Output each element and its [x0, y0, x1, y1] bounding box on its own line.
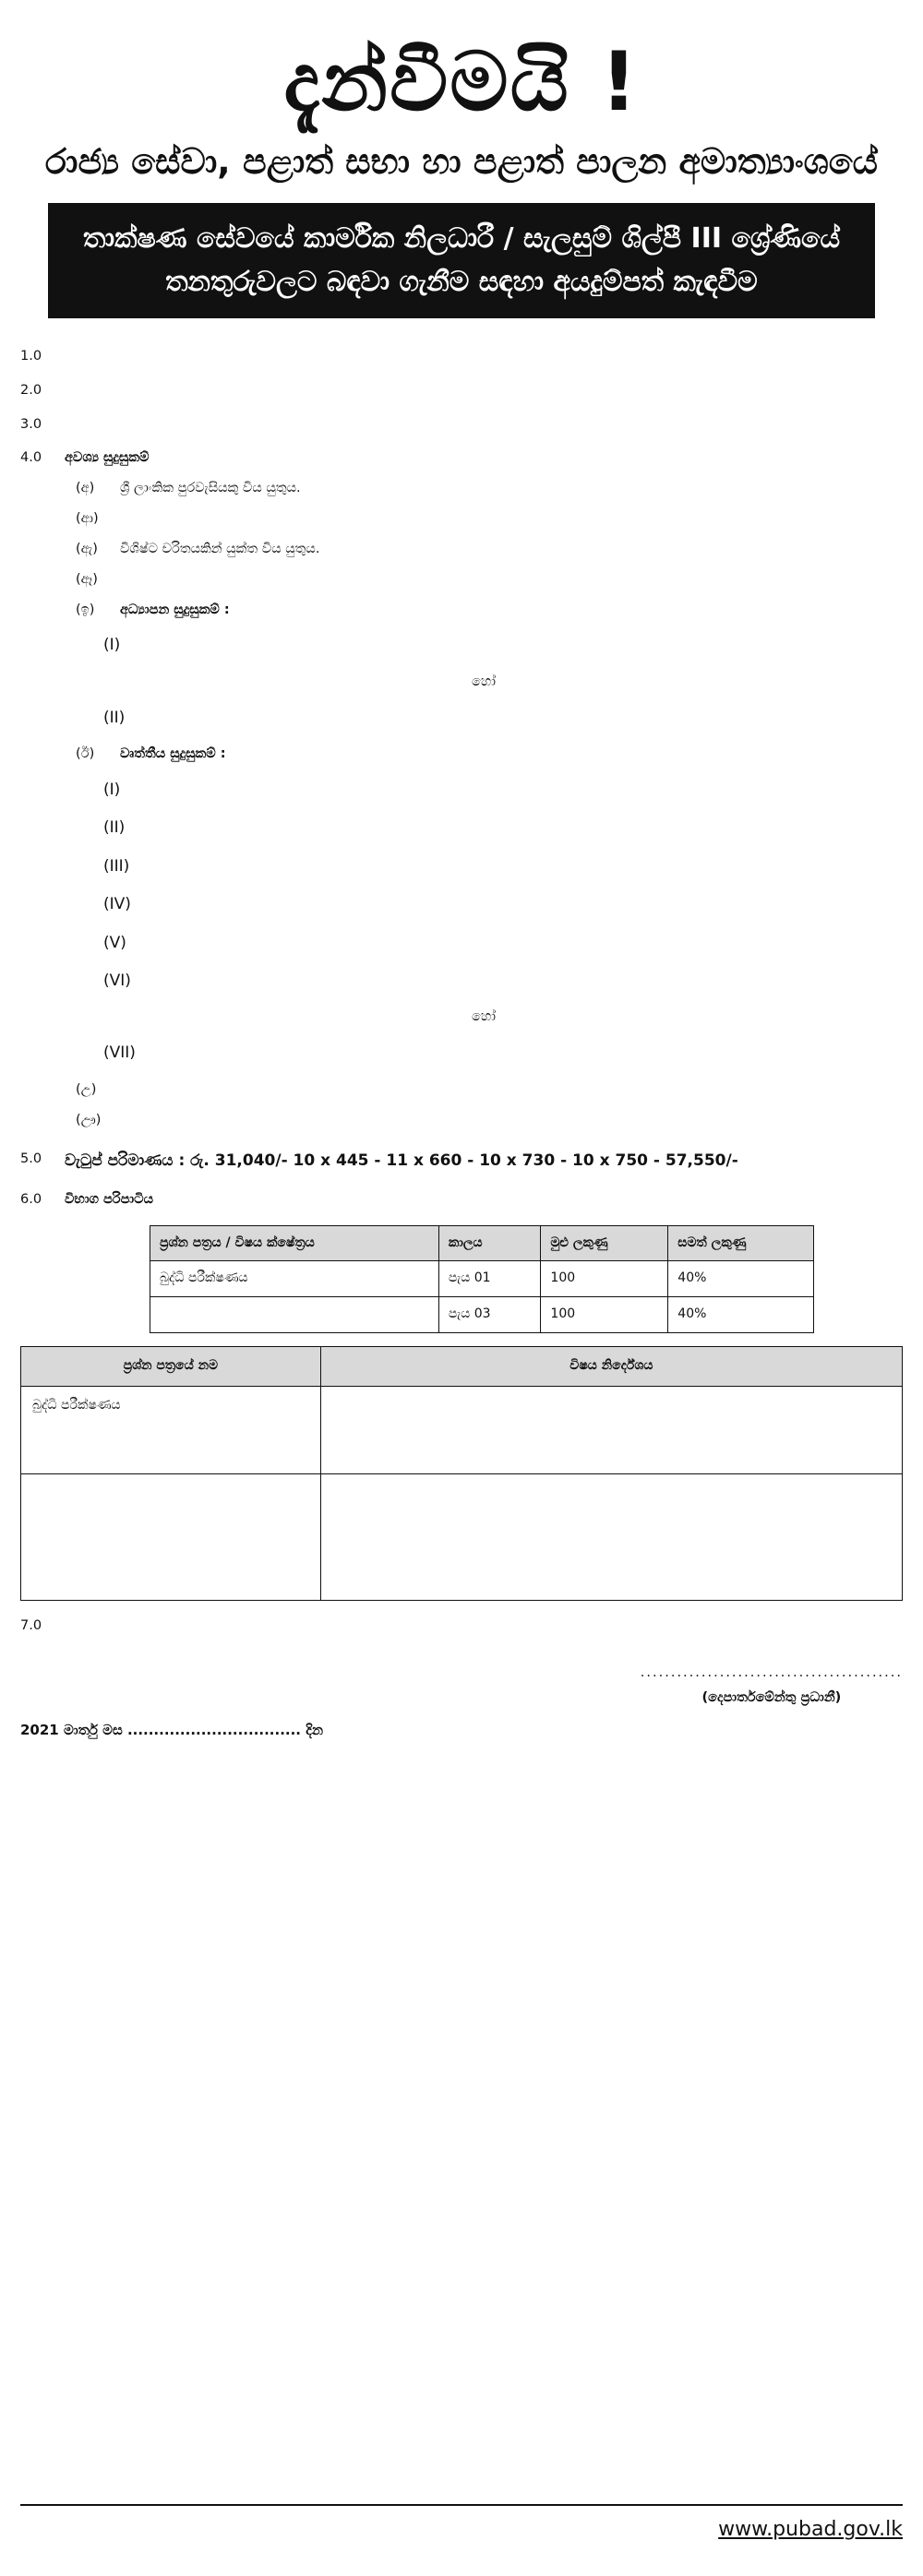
education-option: [65, 631, 903, 660]
item-text: [157, 967, 903, 996]
section-1: [20, 344, 903, 369]
section-number: 5.0: [20, 1151, 42, 1167]
section-4: [20, 446, 903, 1138]
item-text: [120, 507, 903, 531]
professional-option: [65, 776, 903, 805]
professional-option: [65, 1039, 903, 1067]
item-text: ශ්‍රී ලාංකික පුරවැසියකු විය යුතුය.: [120, 481, 301, 496]
section-number: 1.0: [20, 349, 42, 364]
syllabus-table: [20, 1346, 903, 1601]
table-cell: [21, 1474, 321, 1601]
item-text: [157, 704, 903, 733]
table-cell: පැය 03: [438, 1297, 541, 1333]
section-number: 3.0: [20, 416, 42, 432]
item-marker: (IV): [103, 895, 131, 914]
salary-value: රු. 31,040/- 10 x 445 - 11 x 660 - 10 x 730 - 10 x 750 - 57,550/-: [190, 1151, 738, 1171]
table-header-row: [150, 1225, 814, 1261]
item-marker: (II): [103, 708, 126, 727]
qualification-item: [65, 537, 903, 562]
exam-table: [150, 1225, 814, 1334]
table-cell: පැය 01: [438, 1261, 541, 1297]
table-cell: [320, 1474, 902, 1601]
item-marker: (ඌ): [76, 1112, 102, 1127]
table-row: [150, 1261, 814, 1297]
signature-block: [641, 1661, 903, 1711]
ministry-website-link[interactable]: www.pubad.gov.lk: [718, 2518, 903, 2542]
section-number: 6.0: [20, 1191, 42, 1207]
item-marker: (ආ): [76, 511, 99, 527]
table-cell: 40%: [668, 1297, 814, 1333]
item-text: [157, 814, 903, 842]
title-line-1: තාක්ෂණ සේවයේ කාර්මික නිලධාරී / සැලසුම් ශිල්පී III ශ්‍රේණියේ: [82, 222, 841, 255]
column-header: ප්‍රශ්න පත්‍රයේ නම: [21, 1347, 321, 1387]
item-text: [157, 776, 903, 805]
salary-scale: [65, 1147, 903, 1175]
education-option: [65, 704, 903, 733]
item-marker: (අ): [76, 481, 95, 496]
section-heading: අවශ්‍ය සුදුසුකම්: [65, 450, 150, 466]
qualification-item: [65, 1108, 903, 1133]
item-text: [120, 1108, 903, 1133]
qualification-item: [65, 567, 903, 592]
ministry-name: රාජ්‍ය සේවා, පළාත් සභා හා පළාත් පාලන අමාත්‍යාංශයේ: [44, 141, 878, 182]
table-cell: [150, 1297, 439, 1333]
item-marker: (ඈ): [76, 571, 98, 587]
item-heading: වෘත්තීය සුදුසුකම් :: [120, 746, 226, 761]
signature-line: ...........................................: [640, 1664, 903, 1680]
item-text: [120, 1078, 903, 1103]
signature-title: (දෙපාර්තමේන්තු ප්‍රධානී): [701, 1689, 842, 1705]
notice-body: [20, 344, 903, 1743]
section-2: [20, 378, 903, 403]
table-row: [21, 1387, 903, 1474]
item-marker: (VI): [103, 972, 131, 990]
section-text: [65, 378, 903, 403]
or-separator: හෝ: [471, 674, 497, 689]
item-marker: (I): [103, 780, 121, 799]
section-5: [20, 1147, 903, 1177]
or-separator: හෝ: [471, 1009, 497, 1025]
section-number: 2.0: [20, 382, 42, 398]
column-header: සමත් ලකුණු: [668, 1225, 814, 1261]
qualification-item: [65, 476, 903, 501]
item-marker: (ඊ): [76, 746, 95, 761]
table-row: [21, 1474, 903, 1601]
item-marker: (V): [103, 933, 126, 952]
professional-option: [65, 929, 903, 958]
table-cell: බුද්ධි පරීක්ෂණය: [150, 1261, 439, 1297]
professional-option: [65, 890, 903, 919]
item-marker: (I): [103, 636, 121, 655]
date-line: 2021 මාර්තු මස ................................. දින: [20, 1721, 324, 1738]
table-row: [150, 1297, 814, 1333]
item-marker: (ඉ): [76, 602, 95, 617]
item-marker: (උ): [76, 1081, 97, 1097]
table-header-row: [21, 1347, 903, 1387]
item-text: [157, 1039, 903, 1067]
notice-page: [0, 34, 923, 2576]
item-text: [120, 567, 903, 592]
section-6: [20, 1187, 903, 1212]
table-cell: 100: [541, 1297, 668, 1333]
salary-label: වැටුප් පරිමාණය :: [65, 1151, 186, 1171]
section-7: [20, 1614, 903, 1639]
column-header: ප්‍රශ්න පත්‍රය / විෂය ක්ෂේත්‍රය: [150, 1225, 439, 1261]
section-number: 4.0: [20, 450, 42, 466]
section-number: 7.0: [20, 1618, 42, 1634]
item-heading: අධ්‍යාපන සුදුසුකම් :: [120, 602, 230, 617]
item-text: [157, 890, 903, 919]
item-marker: (III): [103, 856, 130, 876]
footer: [20, 2504, 903, 2548]
table-cell: බුද්ධි පරීක්ෂණය: [21, 1387, 321, 1474]
section-3: [20, 412, 903, 437]
item-text: විශිෂ්ට චරිතයකින් යුක්ත විය යුතුය.: [120, 541, 320, 556]
educational-qualifications: [65, 598, 903, 623]
table-cell: 100: [541, 1261, 668, 1297]
notice-heading: දැන්වීමයි !: [283, 34, 640, 129]
section-text: [65, 412, 903, 437]
column-header: විෂය නිර්දේශය: [320, 1347, 902, 1387]
item-text: [157, 929, 903, 958]
item-text: [157, 853, 903, 881]
table-cell: 40%: [668, 1261, 814, 1297]
professional-option: [65, 853, 903, 881]
item-marker: (VII): [103, 1044, 136, 1063]
professional-qualifications: [65, 742, 903, 767]
section-text: [65, 344, 903, 369]
column-header: මුළු ලකුණු: [541, 1225, 668, 1261]
section-text: [65, 1614, 903, 1639]
qualification-item: [65, 507, 903, 531]
professional-option: [65, 814, 903, 842]
section-heading: විභාග පරිපාටිය: [65, 1191, 154, 1207]
title-line-2: තනතුරුවලට බඳවා ගැනීම සඳහා අයදුම්පත් කැඳවීම: [165, 265, 758, 298]
title-banner: [48, 203, 875, 318]
column-header: කාලය: [438, 1225, 541, 1261]
signature-area: [20, 1661, 903, 1711]
professional-option: [65, 967, 903, 996]
item-text: [157, 631, 903, 660]
item-marker: (ඇ): [76, 541, 98, 556]
item-marker: (II): [103, 818, 126, 838]
table-cell: [320, 1387, 902, 1474]
qualification-item: [65, 1078, 903, 1103]
